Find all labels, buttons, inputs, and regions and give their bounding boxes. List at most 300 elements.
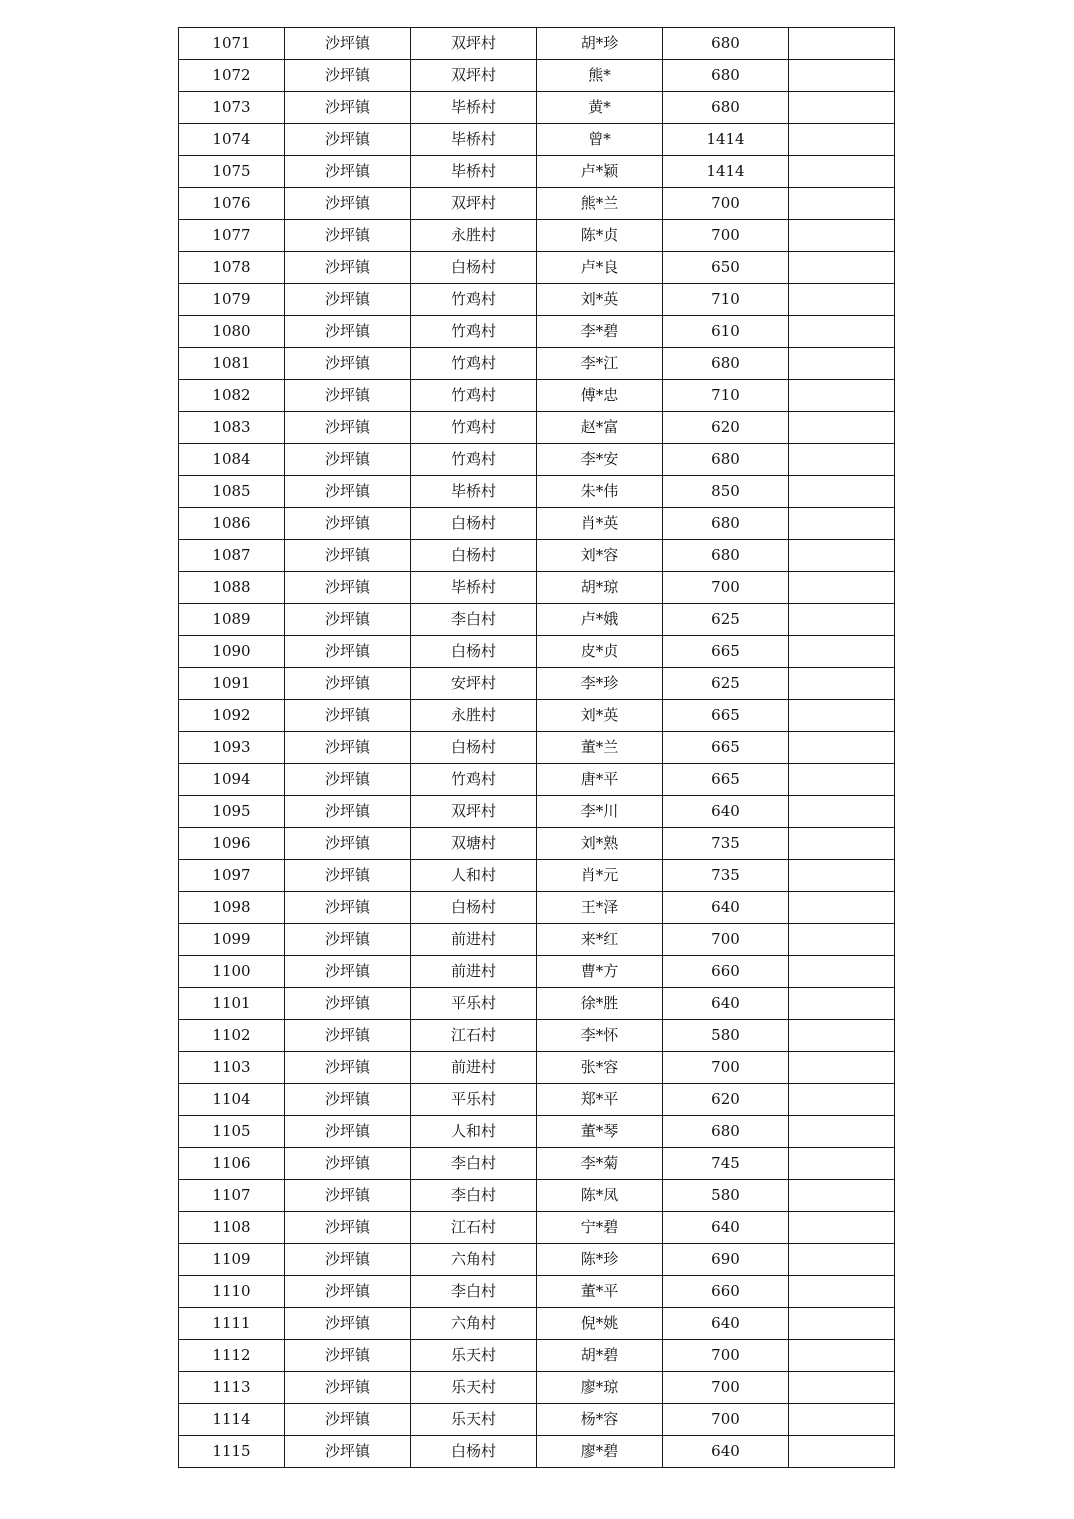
row-number-cell: 1104	[179, 1084, 285, 1116]
remarks-cell	[789, 732, 895, 764]
row-number-cell: 1096	[179, 828, 285, 860]
town-cell: 沙坪镇	[285, 380, 411, 412]
remarks-cell	[789, 1116, 895, 1148]
table-row	[179, 124, 895, 156]
person-name-cell: 卢*颖	[537, 156, 663, 188]
town-cell: 沙坪镇	[285, 1276, 411, 1308]
amount-cell: 680	[663, 28, 789, 60]
table-row	[179, 892, 895, 924]
row-number-cell: 1101	[179, 988, 285, 1020]
village-cell: 永胜村	[411, 700, 537, 732]
remarks-cell	[789, 892, 895, 924]
table-row	[179, 476, 895, 508]
town-cell: 沙坪镇	[285, 668, 411, 700]
table-row	[179, 540, 895, 572]
table-row	[179, 1212, 895, 1244]
remarks-cell	[789, 252, 895, 284]
row-number-cell: 1106	[179, 1148, 285, 1180]
person-name-cell: 徐*胜	[537, 988, 663, 1020]
person-name-cell: 唐*平	[537, 764, 663, 796]
remarks-cell	[789, 284, 895, 316]
person-name-cell: 陈*贞	[537, 220, 663, 252]
amount-cell: 625	[663, 668, 789, 700]
row-number-cell: 1072	[179, 60, 285, 92]
row-number-cell: 1102	[179, 1020, 285, 1052]
person-name-cell: 刘*容	[537, 540, 663, 572]
amount-cell: 625	[663, 604, 789, 636]
village-cell: 双坪村	[411, 188, 537, 220]
village-cell: 双坪村	[411, 796, 537, 828]
row-number-cell: 1083	[179, 412, 285, 444]
village-cell: 白杨村	[411, 636, 537, 668]
row-number-cell: 1085	[179, 476, 285, 508]
person-name-cell: 宁*碧	[537, 1212, 663, 1244]
person-name-cell: 刘*英	[537, 284, 663, 316]
amount-cell: 700	[663, 220, 789, 252]
village-cell: 竹鸡村	[411, 444, 537, 476]
table-row	[179, 1244, 895, 1276]
village-cell: 双坪村	[411, 60, 537, 92]
town-cell: 沙坪镇	[285, 604, 411, 636]
town-cell: 沙坪镇	[285, 540, 411, 572]
row-number-cell: 1092	[179, 700, 285, 732]
village-cell: 乐天村	[411, 1372, 537, 1404]
person-name-cell: 黄*	[537, 92, 663, 124]
town-cell: 沙坪镇	[285, 1372, 411, 1404]
person-name-cell: 董*平	[537, 1276, 663, 1308]
amount-cell: 700	[663, 1372, 789, 1404]
table-row	[179, 796, 895, 828]
remarks-cell	[789, 412, 895, 444]
amount-cell: 1414	[663, 156, 789, 188]
town-cell: 沙坪镇	[285, 28, 411, 60]
village-cell: 白杨村	[411, 508, 537, 540]
amount-cell: 640	[663, 892, 789, 924]
town-cell: 沙坪镇	[285, 572, 411, 604]
village-cell: 竹鸡村	[411, 412, 537, 444]
amount-cell: 680	[663, 540, 789, 572]
remarks-cell	[789, 1404, 895, 1436]
town-cell: 沙坪镇	[285, 476, 411, 508]
table-row	[179, 572, 895, 604]
town-cell: 沙坪镇	[285, 252, 411, 284]
village-cell: 前进村	[411, 1052, 537, 1084]
amount-cell: 680	[663, 60, 789, 92]
person-name-cell: 陈*珍	[537, 1244, 663, 1276]
amount-cell: 680	[663, 92, 789, 124]
village-cell: 安坪村	[411, 668, 537, 700]
person-name-cell: 胡*碧	[537, 1340, 663, 1372]
town-cell: 沙坪镇	[285, 1180, 411, 1212]
table-row	[179, 220, 895, 252]
town-cell: 沙坪镇	[285, 60, 411, 92]
village-cell: 毕桥村	[411, 156, 537, 188]
table-row	[179, 1020, 895, 1052]
remarks-cell	[789, 604, 895, 636]
village-cell: 六角村	[411, 1244, 537, 1276]
town-cell: 沙坪镇	[285, 1436, 411, 1468]
village-cell: 李白村	[411, 1180, 537, 1212]
person-name-cell: 李*菊	[537, 1148, 663, 1180]
person-name-cell: 张*容	[537, 1052, 663, 1084]
remarks-cell	[789, 1052, 895, 1084]
person-name-cell: 郑*平	[537, 1084, 663, 1116]
person-name-cell: 李*碧	[537, 316, 663, 348]
amount-cell: 700	[663, 924, 789, 956]
person-name-cell: 曾*	[537, 124, 663, 156]
row-number-cell: 1099	[179, 924, 285, 956]
row-number-cell: 1091	[179, 668, 285, 700]
town-cell: 沙坪镇	[285, 1340, 411, 1372]
row-number-cell: 1082	[179, 380, 285, 412]
person-name-cell: 董*兰	[537, 732, 663, 764]
village-cell: 竹鸡村	[411, 380, 537, 412]
table-row	[179, 444, 895, 476]
row-number-cell: 1115	[179, 1436, 285, 1468]
town-cell: 沙坪镇	[285, 220, 411, 252]
row-number-cell: 1086	[179, 508, 285, 540]
remarks-cell	[789, 444, 895, 476]
table-row	[179, 1116, 895, 1148]
remarks-cell	[789, 28, 895, 60]
amount-cell: 580	[663, 1180, 789, 1212]
village-cell: 江石村	[411, 1212, 537, 1244]
village-cell: 平乐村	[411, 988, 537, 1020]
person-name-cell: 胡*珍	[537, 28, 663, 60]
table-row	[179, 1180, 895, 1212]
village-cell: 人和村	[411, 1116, 537, 1148]
person-name-cell: 卢*娥	[537, 604, 663, 636]
town-cell: 沙坪镇	[285, 1148, 411, 1180]
row-number-cell: 1088	[179, 572, 285, 604]
village-cell: 永胜村	[411, 220, 537, 252]
amount-cell: 640	[663, 1436, 789, 1468]
amount-cell: 850	[663, 476, 789, 508]
amount-cell: 700	[663, 1340, 789, 1372]
table-row	[179, 636, 895, 668]
row-number-cell: 1103	[179, 1052, 285, 1084]
village-cell: 李白村	[411, 604, 537, 636]
person-name-cell: 赵*富	[537, 412, 663, 444]
town-cell: 沙坪镇	[285, 988, 411, 1020]
row-number-cell: 1087	[179, 540, 285, 572]
table-row	[179, 1436, 895, 1468]
table-row	[179, 412, 895, 444]
village-cell: 前进村	[411, 956, 537, 988]
row-number-cell: 1073	[179, 92, 285, 124]
amount-cell: 700	[663, 1404, 789, 1436]
town-cell: 沙坪镇	[285, 92, 411, 124]
village-cell: 人和村	[411, 860, 537, 892]
town-cell: 沙坪镇	[285, 284, 411, 316]
amount-cell: 710	[663, 284, 789, 316]
person-name-cell: 李*珍	[537, 668, 663, 700]
town-cell: 沙坪镇	[285, 796, 411, 828]
row-number-cell: 1081	[179, 348, 285, 380]
row-number-cell: 1098	[179, 892, 285, 924]
town-cell: 沙坪镇	[285, 636, 411, 668]
person-name-cell: 卢*良	[537, 252, 663, 284]
row-number-cell: 1076	[179, 188, 285, 220]
town-cell: 沙坪镇	[285, 124, 411, 156]
remarks-cell	[789, 636, 895, 668]
remarks-cell	[789, 1180, 895, 1212]
village-cell: 李白村	[411, 1148, 537, 1180]
row-number-cell: 1084	[179, 444, 285, 476]
remarks-cell	[789, 764, 895, 796]
remarks-cell	[789, 124, 895, 156]
remarks-cell	[789, 540, 895, 572]
remarks-cell	[789, 476, 895, 508]
row-number-cell: 1079	[179, 284, 285, 316]
town-cell: 沙坪镇	[285, 1020, 411, 1052]
town-cell: 沙坪镇	[285, 316, 411, 348]
table-row	[179, 700, 895, 732]
table-row	[179, 1084, 895, 1116]
remarks-cell	[789, 156, 895, 188]
table-row	[179, 860, 895, 892]
person-name-cell: 刘*英	[537, 700, 663, 732]
town-cell: 沙坪镇	[285, 1084, 411, 1116]
town-cell: 沙坪镇	[285, 1244, 411, 1276]
amount-cell: 640	[663, 1212, 789, 1244]
village-cell: 白杨村	[411, 892, 537, 924]
amount-cell: 665	[663, 636, 789, 668]
town-cell: 沙坪镇	[285, 348, 411, 380]
remarks-cell	[789, 92, 895, 124]
amount-cell: 690	[663, 1244, 789, 1276]
village-cell: 六角村	[411, 1308, 537, 1340]
amount-cell: 735	[663, 828, 789, 860]
town-cell: 沙坪镇	[285, 188, 411, 220]
amount-cell: 620	[663, 1084, 789, 1116]
town-cell: 沙坪镇	[285, 1308, 411, 1340]
village-cell: 前进村	[411, 924, 537, 956]
remarks-cell	[789, 572, 895, 604]
amount-cell: 680	[663, 508, 789, 540]
amount-cell: 700	[663, 1052, 789, 1084]
amount-cell: 710	[663, 380, 789, 412]
remarks-cell	[789, 700, 895, 732]
village-cell: 平乐村	[411, 1084, 537, 1116]
row-number-cell: 1074	[179, 124, 285, 156]
town-cell: 沙坪镇	[285, 700, 411, 732]
person-name-cell: 杨*容	[537, 1404, 663, 1436]
remarks-cell	[789, 1244, 895, 1276]
village-cell: 毕桥村	[411, 92, 537, 124]
amount-cell: 745	[663, 1148, 789, 1180]
table-row	[179, 668, 895, 700]
village-cell: 白杨村	[411, 252, 537, 284]
table-row	[179, 1340, 895, 1372]
village-cell: 竹鸡村	[411, 316, 537, 348]
row-number-cell: 1113	[179, 1372, 285, 1404]
table-row	[179, 604, 895, 636]
table-row	[179, 316, 895, 348]
amount-cell: 665	[663, 732, 789, 764]
table-row	[179, 1148, 895, 1180]
row-number-cell: 1077	[179, 220, 285, 252]
amount-cell: 680	[663, 444, 789, 476]
person-name-cell: 李*江	[537, 348, 663, 380]
amount-cell: 700	[663, 572, 789, 604]
town-cell: 沙坪镇	[285, 412, 411, 444]
table-row	[179, 348, 895, 380]
remarks-cell	[789, 1340, 895, 1372]
row-number-cell: 1078	[179, 252, 285, 284]
remarks-cell	[789, 188, 895, 220]
remarks-cell	[789, 828, 895, 860]
town-cell: 沙坪镇	[285, 1052, 411, 1084]
town-cell: 沙坪镇	[285, 1116, 411, 1148]
row-number-cell: 1114	[179, 1404, 285, 1436]
remarks-cell	[789, 1020, 895, 1052]
village-cell: 乐天村	[411, 1340, 537, 1372]
town-cell: 沙坪镇	[285, 1212, 411, 1244]
row-number-cell: 1110	[179, 1276, 285, 1308]
town-cell: 沙坪镇	[285, 764, 411, 796]
table-row	[179, 60, 895, 92]
person-name-cell: 倪*姚	[537, 1308, 663, 1340]
table-row	[179, 1276, 895, 1308]
village-cell: 毕桥村	[411, 476, 537, 508]
table-row	[179, 924, 895, 956]
row-number-cell: 1109	[179, 1244, 285, 1276]
table-row	[179, 988, 895, 1020]
table-row	[179, 92, 895, 124]
person-name-cell: 李*安	[537, 444, 663, 476]
person-name-cell: 皮*贞	[537, 636, 663, 668]
table-row	[179, 188, 895, 220]
row-number-cell: 1100	[179, 956, 285, 988]
remarks-cell	[789, 796, 895, 828]
remarks-cell	[789, 1212, 895, 1244]
person-name-cell: 胡*琼	[537, 572, 663, 604]
data-table	[178, 27, 895, 1468]
amount-cell: 660	[663, 1276, 789, 1308]
table-row	[179, 764, 895, 796]
village-cell: 毕桥村	[411, 124, 537, 156]
row-number-cell: 1093	[179, 732, 285, 764]
person-name-cell: 李*怀	[537, 1020, 663, 1052]
town-cell: 沙坪镇	[285, 508, 411, 540]
town-cell: 沙坪镇	[285, 860, 411, 892]
table-row	[179, 1052, 895, 1084]
amount-cell: 640	[663, 796, 789, 828]
row-number-cell: 1090	[179, 636, 285, 668]
row-number-cell: 1075	[179, 156, 285, 188]
row-number-cell: 1089	[179, 604, 285, 636]
remarks-cell	[789, 1148, 895, 1180]
row-number-cell: 1111	[179, 1308, 285, 1340]
table-row	[179, 508, 895, 540]
person-name-cell: 董*琴	[537, 1116, 663, 1148]
remarks-cell	[789, 668, 895, 700]
town-cell: 沙坪镇	[285, 892, 411, 924]
village-cell: 白杨村	[411, 732, 537, 764]
table-row	[179, 1308, 895, 1340]
village-cell: 白杨村	[411, 1436, 537, 1468]
amount-cell: 640	[663, 1308, 789, 1340]
town-cell: 沙坪镇	[285, 924, 411, 956]
town-cell: 沙坪镇	[285, 1404, 411, 1436]
person-name-cell: 肖*英	[537, 508, 663, 540]
person-name-cell: 陈*凤	[537, 1180, 663, 1212]
amount-cell: 660	[663, 956, 789, 988]
table-row	[179, 732, 895, 764]
table-row	[179, 28, 895, 60]
person-name-cell: 朱*伟	[537, 476, 663, 508]
amount-cell: 700	[663, 188, 789, 220]
person-name-cell: 廖*碧	[537, 1436, 663, 1468]
amount-cell: 1414	[663, 124, 789, 156]
remarks-cell	[789, 924, 895, 956]
remarks-cell	[789, 1084, 895, 1116]
table-row	[179, 1372, 895, 1404]
remarks-cell	[789, 508, 895, 540]
village-cell: 毕桥村	[411, 572, 537, 604]
table-body	[179, 28, 895, 1468]
table-row	[179, 828, 895, 860]
row-number-cell: 1108	[179, 1212, 285, 1244]
village-cell: 双坪村	[411, 28, 537, 60]
amount-cell: 610	[663, 316, 789, 348]
remarks-cell	[789, 1436, 895, 1468]
table-row	[179, 956, 895, 988]
amount-cell: 665	[663, 764, 789, 796]
row-number-cell: 1071	[179, 28, 285, 60]
remarks-cell	[789, 60, 895, 92]
town-cell: 沙坪镇	[285, 732, 411, 764]
amount-cell: 680	[663, 348, 789, 380]
person-name-cell: 廖*琼	[537, 1372, 663, 1404]
village-cell: 江石村	[411, 1020, 537, 1052]
table-row	[179, 1404, 895, 1436]
amount-cell: 580	[663, 1020, 789, 1052]
remarks-cell	[789, 988, 895, 1020]
town-cell: 沙坪镇	[285, 828, 411, 860]
village-cell: 竹鸡村	[411, 764, 537, 796]
person-name-cell: 曹*方	[537, 956, 663, 988]
row-number-cell: 1097	[179, 860, 285, 892]
amount-cell: 640	[663, 988, 789, 1020]
town-cell: 沙坪镇	[285, 444, 411, 476]
row-number-cell: 1105	[179, 1116, 285, 1148]
table-row	[179, 284, 895, 316]
person-name-cell: 李*川	[537, 796, 663, 828]
person-name-cell: 熊*兰	[537, 188, 663, 220]
remarks-cell	[789, 1372, 895, 1404]
village-cell: 白杨村	[411, 540, 537, 572]
table-row	[179, 156, 895, 188]
remarks-cell	[789, 1276, 895, 1308]
remarks-cell	[789, 860, 895, 892]
person-name-cell: 刘*熟	[537, 828, 663, 860]
village-cell: 竹鸡村	[411, 348, 537, 380]
town-cell: 沙坪镇	[285, 956, 411, 988]
person-name-cell: 熊*	[537, 60, 663, 92]
amount-cell: 735	[663, 860, 789, 892]
remarks-cell	[789, 220, 895, 252]
row-number-cell: 1080	[179, 316, 285, 348]
village-cell: 双塘村	[411, 828, 537, 860]
town-cell: 沙坪镇	[285, 156, 411, 188]
amount-cell: 650	[663, 252, 789, 284]
village-cell: 竹鸡村	[411, 284, 537, 316]
remarks-cell	[789, 348, 895, 380]
row-number-cell: 1107	[179, 1180, 285, 1212]
person-name-cell: 来*红	[537, 924, 663, 956]
